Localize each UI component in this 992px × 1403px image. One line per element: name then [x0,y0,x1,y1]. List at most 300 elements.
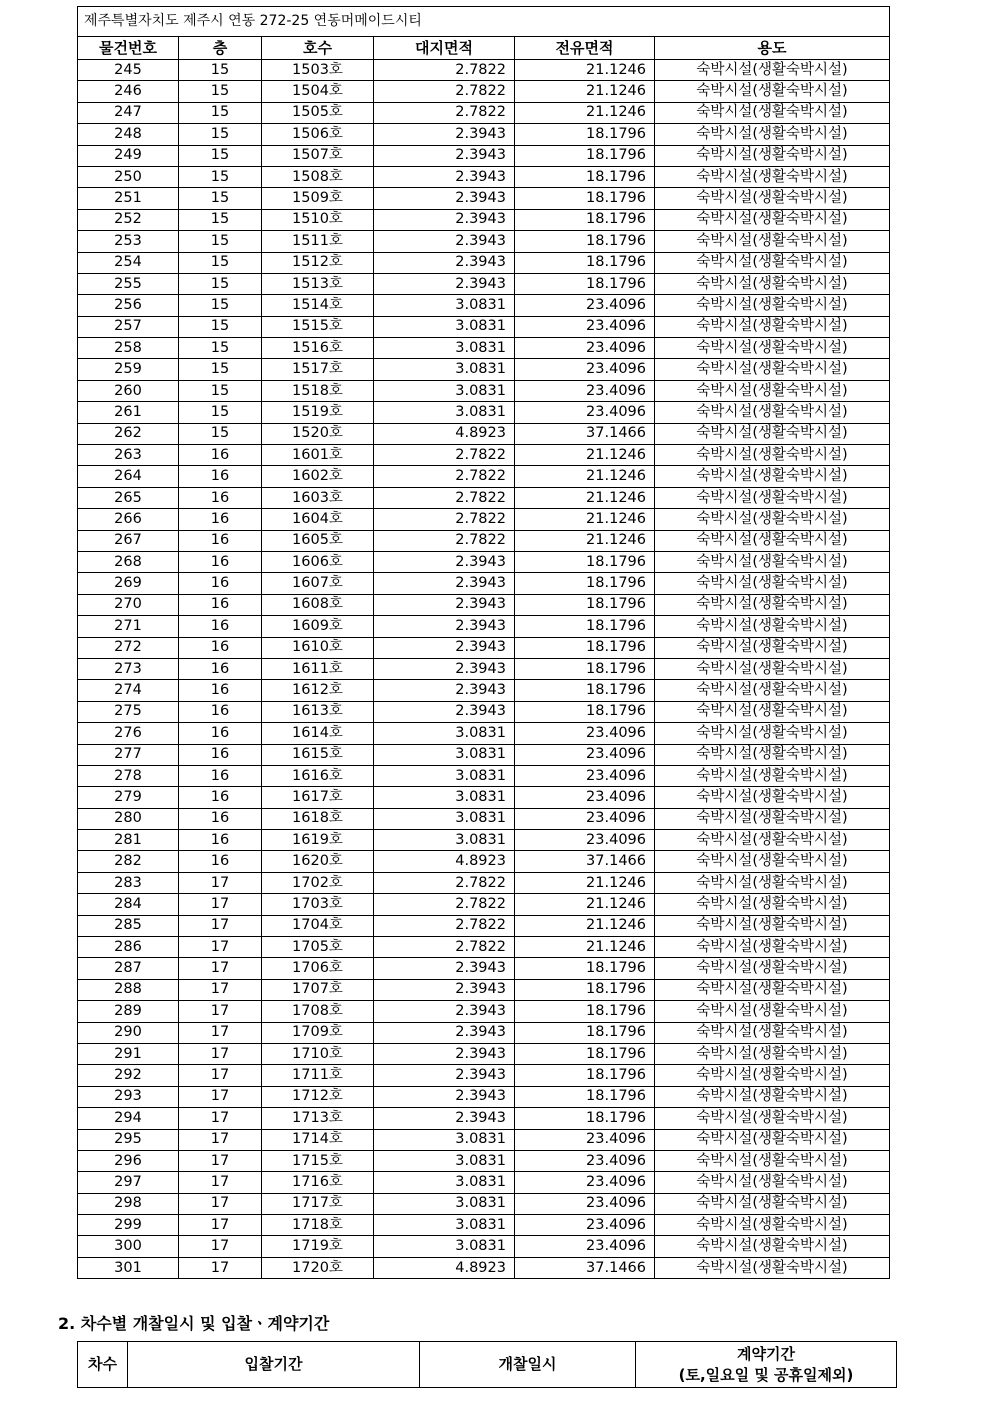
cell-usage: 숙박시설(생활숙박시설) [655,594,890,615]
table-row [78,1001,890,1022]
cell-unit: 1506호 [262,124,374,145]
cell-usage: 숙박시설(생활숙박시설) [655,894,890,915]
cell-usage: 숙박시설(생활숙박시설) [655,445,890,466]
cell-floor: 16 [179,744,262,765]
cell-unit: 1616호 [262,765,374,786]
cell-unit: 1713호 [262,1108,374,1129]
table-row [78,808,890,829]
cell-item-no: 281 [78,830,179,851]
table-row [78,466,890,487]
cell-exclusive-area: 18.1796 [515,551,655,572]
cell-usage: 숙박시설(생활숙박시설) [655,252,890,273]
header-floor: 층 [179,37,262,60]
cell-usage: 숙박시설(생활숙박시설) [655,1065,890,1086]
cell-usage: 숙박시설(생활숙박시설) [655,273,890,294]
cell-land-area: 2.3943 [374,1086,515,1107]
cell-item-no: 266 [78,509,179,530]
cell-item-no: 247 [78,102,179,123]
table-row [78,979,890,1000]
cell-exclusive-area: 18.1796 [515,1043,655,1064]
cell-item-no: 297 [78,1172,179,1193]
cell-land-area: 2.7822 [374,60,515,81]
cell-item-no: 249 [78,145,179,166]
cell-exclusive-area: 21.1246 [515,445,655,466]
cell-exclusive-area: 18.1796 [515,209,655,230]
cell-exclusive-area: 18.1796 [515,1108,655,1129]
cell-item-no: 248 [78,124,179,145]
cell-land-area: 3.0831 [374,808,515,829]
cell-land-area: 3.0831 [374,1172,515,1193]
cell-usage: 숙박시설(생활숙박시설) [655,1215,890,1236]
table-row [78,551,890,572]
cell-land-area: 3.0831 [374,316,515,337]
table-row [78,1086,890,1107]
cell-land-area: 2.3943 [374,209,515,230]
cell-exclusive-area: 37.1466 [515,423,655,444]
cell-item-no: 291 [78,1043,179,1064]
table-row [78,1022,890,1043]
cell-unit: 1617호 [262,787,374,808]
cell-exclusive-area: 18.1796 [515,124,655,145]
cell-exclusive-area: 21.1246 [515,487,655,508]
cell-unit: 1606호 [262,551,374,572]
cell-item-no: 273 [78,658,179,679]
cell-item-no: 265 [78,487,179,508]
table-row [78,744,890,765]
cell-unit: 1509호 [262,188,374,209]
cell-land-area: 3.0831 [374,295,515,316]
cell-land-area: 2.7822 [374,937,515,958]
table-row [78,1172,890,1193]
cell-exclusive-area: 23.4096 [515,359,655,380]
cell-usage: 숙박시설(생활숙박시설) [655,166,890,187]
cell-usage: 숙박시설(생활숙박시설) [655,338,890,359]
cell-usage: 숙박시설(생활숙박시설) [655,1236,890,1257]
cell-land-area: 2.7822 [374,872,515,893]
table-row [78,295,890,316]
cell-unit: 1614호 [262,723,374,744]
cell-land-area: 2.7822 [374,509,515,530]
cell-unit: 1720호 [262,1257,374,1278]
cell-exclusive-area: 18.1796 [515,166,655,187]
cell-unit: 1703호 [262,894,374,915]
cell-unit: 1619호 [262,830,374,851]
cell-usage: 숙박시설(생활숙박시설) [655,295,890,316]
cell-land-area: 2.3943 [374,680,515,701]
cell-floor: 17 [179,1236,262,1257]
cell-unit: 1513호 [262,273,374,294]
cell-unit: 1604호 [262,509,374,530]
cell-exclusive-area: 23.4096 [515,1215,655,1236]
cell-exclusive-area: 23.4096 [515,808,655,829]
cell-floor: 16 [179,637,262,658]
cell-unit: 1618호 [262,808,374,829]
cell-usage: 숙박시설(생활숙박시설) [655,1257,890,1278]
cell-usage: 숙박시설(생활숙박시설) [655,1150,890,1171]
cell-item-no: 286 [78,937,179,958]
cell-usage: 숙박시설(생활숙박시설) [655,60,890,81]
cell-usage: 숙박시설(생활숙박시설) [655,765,890,786]
cell-floor: 16 [179,509,262,530]
cell-usage: 숙박시설(생활숙박시설) [655,573,890,594]
cell-land-area: 2.7822 [374,487,515,508]
table-row [78,509,890,530]
cell-unit: 1610호 [262,637,374,658]
cell-unit: 1705호 [262,937,374,958]
cell-usage: 숙박시설(생활숙박시설) [655,487,890,508]
cell-usage: 숙박시설(생활숙박시설) [655,937,890,958]
cell-land-area: 2.3943 [374,551,515,572]
table-row [78,851,890,872]
cell-usage: 숙박시설(생활숙박시설) [655,551,890,572]
cell-exclusive-area: 21.1246 [515,915,655,936]
cell-land-area: 2.3943 [374,573,515,594]
cell-exclusive-area: 18.1796 [515,958,655,979]
cell-item-no: 287 [78,958,179,979]
table-row [78,423,890,444]
cell-usage: 숙박시설(생활숙박시설) [655,1022,890,1043]
cell-item-no: 288 [78,979,179,1000]
cell-item-no: 299 [78,1215,179,1236]
table-row [78,723,890,744]
cell-unit: 1517호 [262,359,374,380]
property-table [77,6,890,1279]
header-exclusive-area: 전유면적 [515,37,655,60]
cell-land-area: 2.3943 [374,958,515,979]
cell-unit: 1613호 [262,701,374,722]
cell-floor: 15 [179,423,262,444]
cell-usage: 숙박시설(생활숙박시설) [655,744,890,765]
cell-usage: 숙박시설(생활숙박시설) [655,787,890,808]
table-row [78,1129,890,1150]
cell-usage: 숙박시설(생활숙박시설) [655,530,890,551]
table-row [78,1236,890,1257]
cell-exclusive-area: 23.4096 [515,830,655,851]
cell-exclusive-area: 21.1246 [515,102,655,123]
cell-usage: 숙박시설(생활숙박시설) [655,1001,890,1022]
cell-exclusive-area: 23.4096 [515,765,655,786]
cell-unit: 1702호 [262,872,374,893]
cell-floor: 17 [179,1108,262,1129]
cell-unit: 1706호 [262,958,374,979]
cell-usage: 숙박시설(생활숙박시설) [655,808,890,829]
table-row [78,166,890,187]
cell-land-area: 3.0831 [374,338,515,359]
cell-usage: 숙박시설(생활숙박시설) [655,979,890,1000]
cell-unit: 1710호 [262,1043,374,1064]
cell-unit: 1718호 [262,1215,374,1236]
cell-exclusive-area: 18.1796 [515,273,655,294]
cell-usage: 숙박시설(생활숙박시설) [655,380,890,401]
cell-floor: 16 [179,445,262,466]
cell-unit: 1601호 [262,445,374,466]
cell-floor: 16 [179,787,262,808]
cell-land-area: 3.0831 [374,359,515,380]
cell-floor: 17 [179,1215,262,1236]
cell-exclusive-area: 18.1796 [515,637,655,658]
table-row [78,830,890,851]
cell-exclusive-area: 18.1796 [515,188,655,209]
cell-floor: 16 [179,680,262,701]
cell-land-area: 2.3943 [374,1001,515,1022]
cell-item-no: 277 [78,744,179,765]
cell-item-no: 269 [78,573,179,594]
cell-land-area: 2.3943 [374,188,515,209]
cell-item-no: 292 [78,1065,179,1086]
cell-usage: 숙박시설(생활숙박시설) [655,423,890,444]
cell-floor: 15 [179,124,262,145]
cell-land-area: 4.8923 [374,851,515,872]
cell-floor: 17 [179,1172,262,1193]
cell-floor: 17 [179,1022,262,1043]
cell-usage: 숙박시설(생활숙박시설) [655,509,890,530]
cell-floor: 16 [179,530,262,551]
cell-exclusive-area: 21.1246 [515,894,655,915]
cell-usage: 숙박시설(생활숙박시설) [655,680,890,701]
cell-usage: 숙박시설(생활숙박시설) [655,188,890,209]
cell-exclusive-area: 18.1796 [515,616,655,637]
cell-floor: 16 [179,573,262,594]
cell-land-area: 4.8923 [374,1257,515,1278]
cell-unit: 1715호 [262,1150,374,1171]
cell-usage: 숙박시설(생활숙박시설) [655,102,890,123]
table-row [78,380,890,401]
contract-header-line1: 계약기간 [737,1344,795,1363]
cell-unit: 1719호 [262,1236,374,1257]
cell-item-no: 264 [78,466,179,487]
cell-unit: 1612호 [262,680,374,701]
cell-item-no: 254 [78,252,179,273]
cell-item-no: 283 [78,872,179,893]
cell-exclusive-area: 18.1796 [515,979,655,1000]
header-opening-date: 개찰일시 [420,1342,636,1388]
cell-usage: 숙박시설(생활숙박시설) [655,1129,890,1150]
cell-floor: 15 [179,316,262,337]
cell-unit: 1714호 [262,1129,374,1150]
table-row [78,1065,890,1086]
cell-floor: 17 [179,958,262,979]
cell-item-no: 274 [78,680,179,701]
cell-floor: 16 [179,551,262,572]
cell-usage: 숙박시설(생활숙박시설) [655,723,890,744]
cell-floor: 17 [179,1129,262,1150]
cell-exclusive-area: 23.4096 [515,1193,655,1214]
cell-exclusive-area: 18.1796 [515,594,655,615]
table-row [78,402,890,423]
table-row [78,765,890,786]
cell-usage: 숙박시설(생활숙박시설) [655,1172,890,1193]
cell-item-no: 285 [78,915,179,936]
contract-header-line2: (토,일요일 및 공휴일제외) [678,1365,854,1384]
table-row [78,487,890,508]
table-row [78,209,890,230]
cell-land-area: 2.3943 [374,166,515,187]
cell-unit: 1607호 [262,573,374,594]
cell-item-no: 257 [78,316,179,337]
cell-usage: 숙박시설(생활숙박시설) [655,1086,890,1107]
cell-unit: 1512호 [262,252,374,273]
table-row [78,787,890,808]
cell-land-area: 4.8923 [374,423,515,444]
cell-item-no: 289 [78,1001,179,1022]
section-title: 2. 차수별 개찰일시 및 입찰ㆍ계약기간 [58,1314,330,1333]
cell-exclusive-area: 18.1796 [515,573,655,594]
cell-floor: 15 [179,60,262,81]
table-row [78,573,890,594]
cell-usage: 숙박시설(생활숙박시설) [655,209,890,230]
cell-item-no: 300 [78,1236,179,1257]
cell-usage: 숙박시설(생활숙박시설) [655,915,890,936]
cell-land-area: 2.7822 [374,445,515,466]
cell-exclusive-area: 18.1796 [515,1086,655,1107]
cell-usage: 숙박시설(생활숙박시설) [655,145,890,166]
cell-usage: 숙박시설(생활숙박시설) [655,701,890,722]
cell-floor: 16 [179,765,262,786]
cell-exclusive-area: 18.1796 [515,145,655,166]
cell-land-area: 3.0831 [374,744,515,765]
cell-item-no: 259 [78,359,179,380]
cell-exclusive-area: 21.1246 [515,937,655,958]
cell-item-no: 278 [78,765,179,786]
cell-unit: 1609호 [262,616,374,637]
location-row [78,7,890,37]
cell-land-area: 3.0831 [374,787,515,808]
header-usage: 용도 [655,37,890,60]
header-contract-period [636,1342,897,1388]
cell-unit: 1603호 [262,487,374,508]
cell-usage: 숙박시설(생활숙박시설) [655,316,890,337]
cell-exclusive-area: 23.4096 [515,744,655,765]
cell-usage: 숙박시설(생활숙박시설) [655,830,890,851]
cell-item-no: 276 [78,723,179,744]
cell-floor: 16 [179,466,262,487]
cell-unit: 1608호 [262,594,374,615]
table-row [78,958,890,979]
cell-unit: 1514호 [262,295,374,316]
cell-floor: 15 [179,273,262,294]
cell-land-area: 3.0831 [374,1150,515,1171]
cell-floor: 16 [179,830,262,851]
cell-exclusive-area: 18.1796 [515,231,655,252]
cell-floor: 15 [179,231,262,252]
cell-item-no: 282 [78,851,179,872]
cell-item-no: 263 [78,445,179,466]
location-caption: 제주특별자치도 제주시 연동 272-25 연동머메이드시티 [78,7,890,37]
cell-exclusive-area: 23.4096 [515,380,655,401]
cell-usage: 숙박시설(생활숙박시설) [655,124,890,145]
table-row [78,658,890,679]
table-row [78,1193,890,1214]
cell-unit: 1515호 [262,316,374,337]
cell-exclusive-area: 23.4096 [515,295,655,316]
cell-land-area: 2.3943 [374,252,515,273]
cell-floor: 17 [179,1150,262,1171]
cell-usage: 숙박시설(생활숙박시설) [655,1043,890,1064]
cell-land-area: 2.3943 [374,231,515,252]
cell-item-no: 267 [78,530,179,551]
table-row [78,231,890,252]
cell-usage: 숙박시설(생활숙박시설) [655,872,890,893]
table-row [78,124,890,145]
cell-usage: 숙박시설(생활숙박시설) [655,637,890,658]
cell-unit: 1518호 [262,380,374,401]
cell-item-no: 250 [78,166,179,187]
table-row [78,445,890,466]
table-row [78,594,890,615]
cell-floor: 16 [179,723,262,744]
cell-usage: 숙박시설(생활숙박시설) [655,851,890,872]
cell-unit: 1507호 [262,145,374,166]
schedule-header-row [78,1342,897,1388]
cell-unit: 1615호 [262,744,374,765]
cell-unit: 1708호 [262,1001,374,1022]
table-row [78,102,890,123]
header-bid-period: 입찰기간 [128,1342,420,1388]
cell-floor: 17 [179,894,262,915]
cell-exclusive-area: 18.1796 [515,252,655,273]
header-unit: 호수 [262,37,374,60]
cell-land-area: 2.3943 [374,124,515,145]
cell-land-area: 2.3943 [374,1043,515,1064]
cell-exclusive-area: 21.1246 [515,81,655,102]
cell-item-no: 270 [78,594,179,615]
cell-exclusive-area: 18.1796 [515,1022,655,1043]
cell-item-no: 298 [78,1193,179,1214]
table-row [78,359,890,380]
cell-floor: 17 [179,1193,262,1214]
table-row [78,316,890,337]
cell-exclusive-area: 23.4096 [515,1129,655,1150]
table-row [78,188,890,209]
table-row [78,530,890,551]
cell-floor: 16 [179,616,262,637]
cell-land-area: 3.0831 [374,402,515,423]
header-item-no: 물건번호 [78,37,179,60]
cell-floor: 15 [179,188,262,209]
cell-item-no: 245 [78,60,179,81]
cell-unit: 1712호 [262,1086,374,1107]
cell-exclusive-area: 21.1246 [515,509,655,530]
cell-floor: 15 [179,359,262,380]
cell-land-area: 2.3943 [374,1022,515,1043]
cell-land-area: 2.7822 [374,530,515,551]
cell-usage: 숙박시설(생활숙박시설) [655,466,890,487]
cell-unit: 1602호 [262,466,374,487]
cell-item-no: 275 [78,701,179,722]
table-body [78,60,890,1279]
cell-floor: 17 [179,872,262,893]
table-row [78,145,890,166]
cell-land-area: 2.7822 [374,915,515,936]
cell-unit: 1716호 [262,1172,374,1193]
cell-item-no: 271 [78,616,179,637]
cell-floor: 16 [179,594,262,615]
table-row [78,1150,890,1171]
cell-unit: 1704호 [262,915,374,936]
cell-unit: 1511호 [262,231,374,252]
cell-item-no: 294 [78,1108,179,1129]
cell-item-no: 272 [78,637,179,658]
cell-land-area: 2.7822 [374,466,515,487]
cell-item-no: 256 [78,295,179,316]
table-row [78,252,890,273]
cell-item-no: 253 [78,231,179,252]
table-row [78,680,890,701]
cell-exclusive-area: 18.1796 [515,701,655,722]
cell-floor: 16 [179,851,262,872]
cell-floor: 15 [179,380,262,401]
table-row [78,1257,890,1278]
